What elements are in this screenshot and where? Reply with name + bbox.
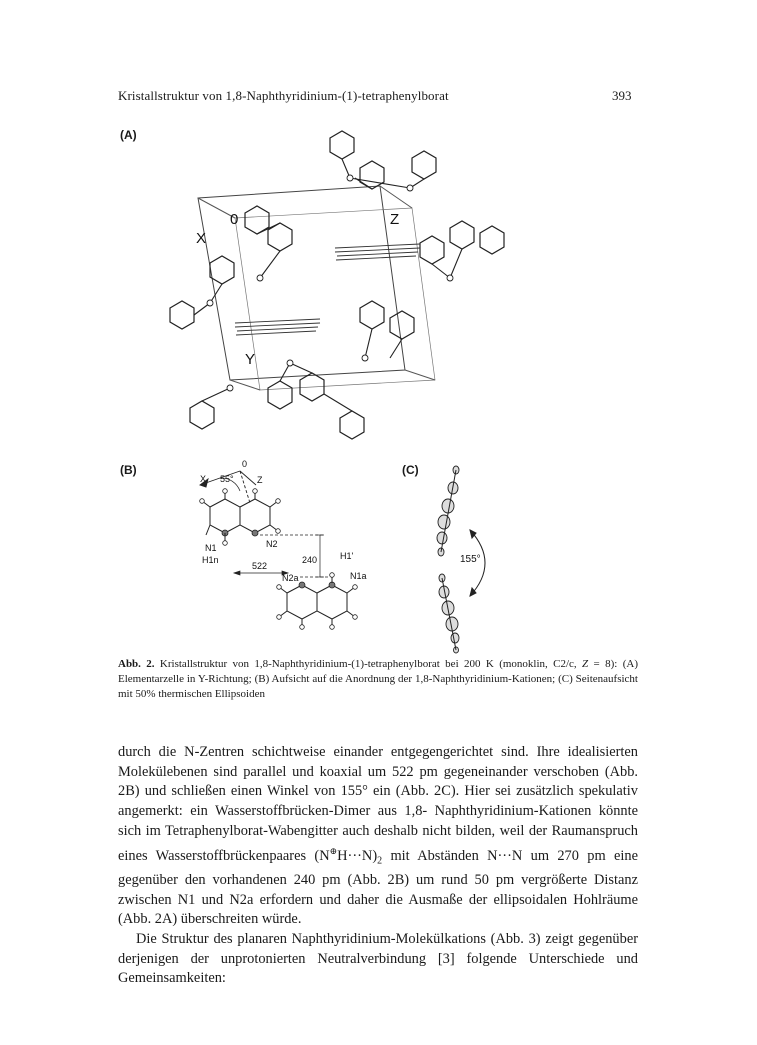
panel-a-x-label: X xyxy=(196,230,207,247)
panel-a-crystal-packing xyxy=(150,118,530,458)
atom-label-n2: N2 xyxy=(266,539,278,549)
caption-text-1: Kristallstruktur von 1,8-Naphthyridinium-(1)-tetraphenylborat bei 200 K (monoklin, C2/c, xyxy=(154,658,583,670)
panel-b-origin-label: 0 xyxy=(242,459,248,469)
paragraph-1 xyxy=(118,743,638,930)
panel-a-origin-label: 0 xyxy=(230,211,239,228)
panel-c-label: (C) xyxy=(402,463,419,477)
panel-c-side-view xyxy=(420,458,510,658)
running-title: Kristallstruktur von 1,8-Naphthyridinium-(1)-tetraphenylborat xyxy=(118,88,449,103)
panel-c-angle-label: 155° xyxy=(460,554,481,565)
page-number: 393 xyxy=(612,88,632,103)
paragraph-1-part-b: H···N) xyxy=(337,847,378,864)
panel-b-z-label: Z xyxy=(257,475,263,485)
panel-a-label: (A) xyxy=(120,128,137,142)
figure-caption xyxy=(118,657,638,702)
atom-label-n2a: N2a xyxy=(282,573,299,583)
atom-label-n1: N1 xyxy=(205,543,217,553)
paragraph-1-part-c: mit Abständen N···N um 270 pm eine gegenüber den vorhandenen 240 pm (Abb. 2B) um rund 50 pm vergrößerte Distanz zwischen N1 und N2a erfordern und daher die Ausmaße der ellipsoidalen Hohlräume (Abb. 2A) überschreiten würde. xyxy=(118,847,638,928)
body-text xyxy=(118,743,638,989)
panel-a-z-label: Z xyxy=(390,211,400,228)
panel-b-label: (B) xyxy=(120,463,137,477)
distance-240: 240 xyxy=(302,555,318,565)
atom-label-h1p: H1' xyxy=(340,551,354,561)
panel-b-x-label: X xyxy=(200,474,207,484)
paragraph-2: Die Struktur des planaren Naphthyridinium-Molekülkations (Abb. 3) zeigt gegenüber derjenigen der unprotonierten Neutralverbindung [3] folgende Unterschiede und Gemeinsamkeiten: xyxy=(118,931,638,987)
caption-z-symbol: Z xyxy=(582,658,589,670)
caption-label: Abb. 2. xyxy=(118,658,155,670)
atom-label-h1n: H1n xyxy=(202,555,219,565)
caption-text-2: = 8): (A) Elementarzelle in Y-Richtung; (B) Aufsicht auf die Anordnung der 1,8-Naphthyridinium-Kationen; (C) Seitenaufsicht mit 50% thermischen Ellipsoiden xyxy=(118,658,638,700)
distance-522: 522 xyxy=(252,561,268,571)
atom-label-n1a: N1a xyxy=(350,571,367,581)
panel-b-top-view xyxy=(180,455,400,645)
panel-b-angle-label: 55° xyxy=(220,474,234,484)
panel-a-y-label: Y xyxy=(245,351,256,368)
paragraph-1-sub: 2 xyxy=(377,855,383,867)
paragraph-1-part-a: durch die N-Zentren schichtweise einander entgegengerichtet sind. Ihre idealisierten Molekülebenen sind parallel und koaxial um 522 pm gegeneinander verschoben (Abb. 2B) und schließen einen Winkel von 155° ein (Abb. 2C). Hier sei zusätzlich spekulativ angemerkt: ein Wasserstoffbrücken-Dimer aus 1,8- Naphthyridinium-Kationen könnte sich im Tetraphenylborat-Wabengitter auch deshalb nicht bilden, weil der Raumanspruch eines Wasserstoffbrückenpaares (N xyxy=(118,744,638,864)
paragraph-1-sup: ⊕ xyxy=(329,845,338,856)
